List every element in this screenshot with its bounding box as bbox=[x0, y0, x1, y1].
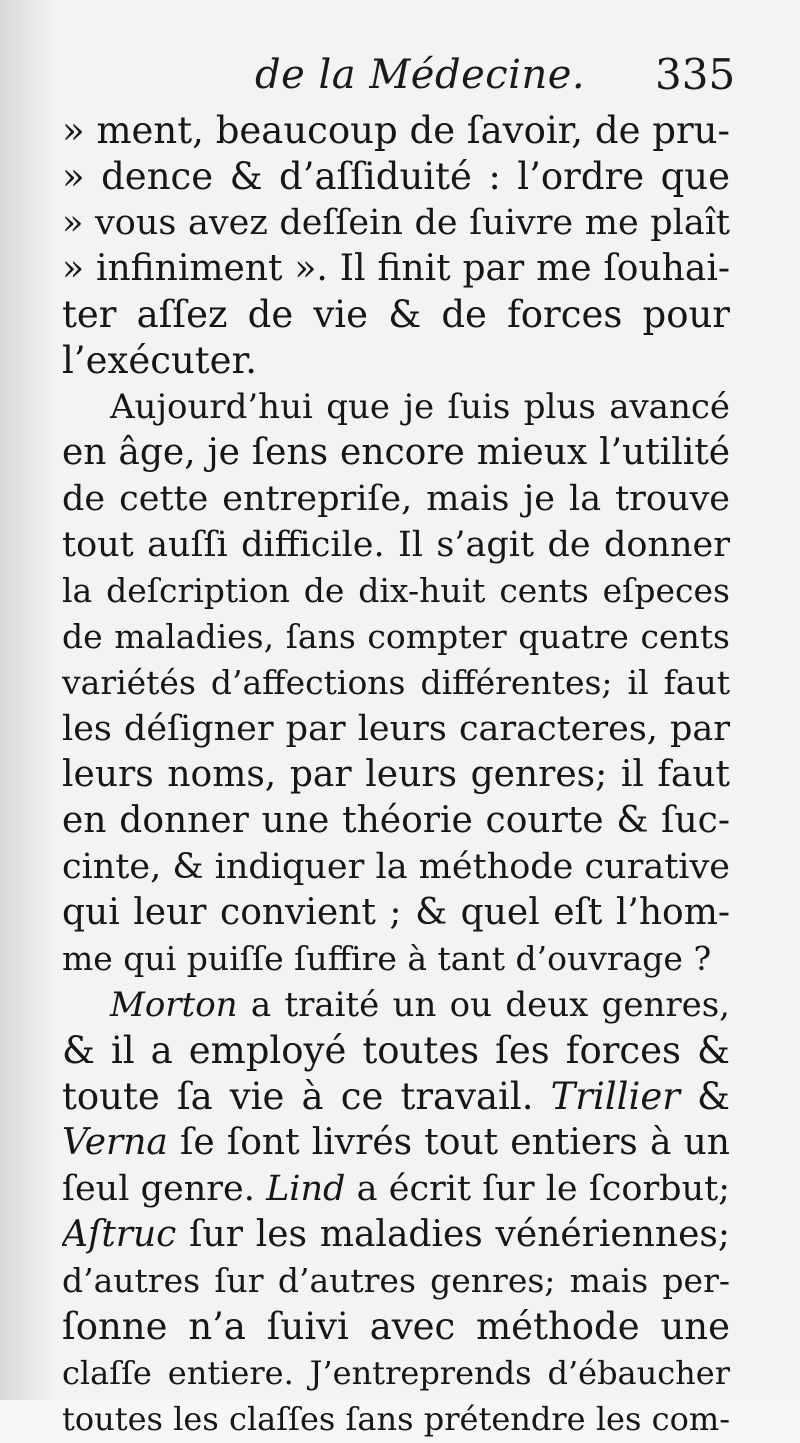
text-line bbox=[62, 1074, 730, 1120]
text-line: ſonne n’a ſuivi avec méthode une bbox=[62, 1305, 730, 1348]
page-number: 335 bbox=[655, 50, 736, 99]
author-name: Trillier bbox=[550, 1075, 680, 1118]
text-span: a traité un ou deux genres, bbox=[237, 985, 730, 1025]
text-line: claſſe entiere. J’entreprends d’ébaucher bbox=[62, 1354, 730, 1392]
paragraph-start-line bbox=[62, 982, 730, 1028]
text-line: cinte, & indiquer la méthode curative bbox=[62, 847, 730, 887]
text-span: ſur les maladies vénériennes; bbox=[176, 1214, 730, 1255]
author-name: Verna bbox=[62, 1122, 168, 1163]
text-span: toute ſa vie à ce travail. bbox=[62, 1075, 551, 1118]
text-line: de cette entrepriſe, mais je la trouve bbox=[62, 479, 730, 519]
text-line: toutes les claſſes ſans prétendre les com- bbox=[62, 1400, 730, 1438]
text-span: ſeul genre. bbox=[62, 1169, 267, 1209]
text-line bbox=[62, 1212, 730, 1258]
text-line: leurs noms, par leurs genres; il faut bbox=[62, 754, 730, 795]
text-line: me qui puiſſe ſuffire à tant d’ouvrage ? bbox=[62, 939, 712, 978]
running-head: de la Médecine. bbox=[255, 52, 586, 98]
text-line: d’autres ſur d’autres genres; mais per- bbox=[62, 1261, 730, 1300]
text-line: en donner une théorie courte & ſuc- bbox=[62, 800, 730, 841]
page-header bbox=[0, 40, 800, 110]
text-line: » vous avez deſſein de ſuivre me plaît bbox=[62, 203, 730, 243]
author-name: Aſtruc bbox=[62, 1214, 177, 1255]
page-gutter-shadow bbox=[0, 0, 55, 1443]
text-line: » dence & d’aſſiduité : l’ordre que bbox=[62, 155, 730, 198]
text-line bbox=[62, 1166, 730, 1212]
text-span: ſe ſont livrés tout entiers à un bbox=[167, 1122, 730, 1163]
text-line: variétés d’affections différentes; il faut bbox=[62, 663, 730, 702]
text-line: la deſcription de dix-huit cents eſpeces bbox=[62, 571, 730, 610]
text-line: les déſigner par leurs caracteres, par bbox=[62, 709, 730, 749]
text-line: qui leur convient ; & quel eſt l’hom- bbox=[62, 892, 730, 933]
text-line: de maladies, ſans compter quatre cents bbox=[62, 617, 730, 656]
text-line: ter aſſez de vie & de forces pour bbox=[62, 293, 730, 336]
body-text bbox=[62, 108, 730, 1442]
text-line: » infiniment ». Il finit par me ſouhai- bbox=[62, 248, 730, 289]
text-span: & bbox=[679, 1075, 730, 1118]
author-name: Lind bbox=[266, 1169, 346, 1209]
text-line: » ment, beaucoup de ſavoir, de pru- bbox=[62, 109, 730, 152]
author-name: Morton bbox=[110, 985, 238, 1025]
text-line: l’exécuter. bbox=[62, 339, 257, 382]
paragraph-start-line: Aujourd’hui que je ſuis plus avancé bbox=[110, 387, 730, 427]
text-line bbox=[62, 1120, 730, 1166]
text-line: en âge, je ſens encore mieux l’utilité bbox=[62, 432, 730, 473]
text-span: a écrit ſur le ſcorbut; bbox=[345, 1169, 730, 1209]
text-line: tout auſſi difficile. Il s’agit de donner bbox=[62, 525, 730, 565]
text-line: & il a employé toutes ſes forces & bbox=[62, 1029, 730, 1072]
